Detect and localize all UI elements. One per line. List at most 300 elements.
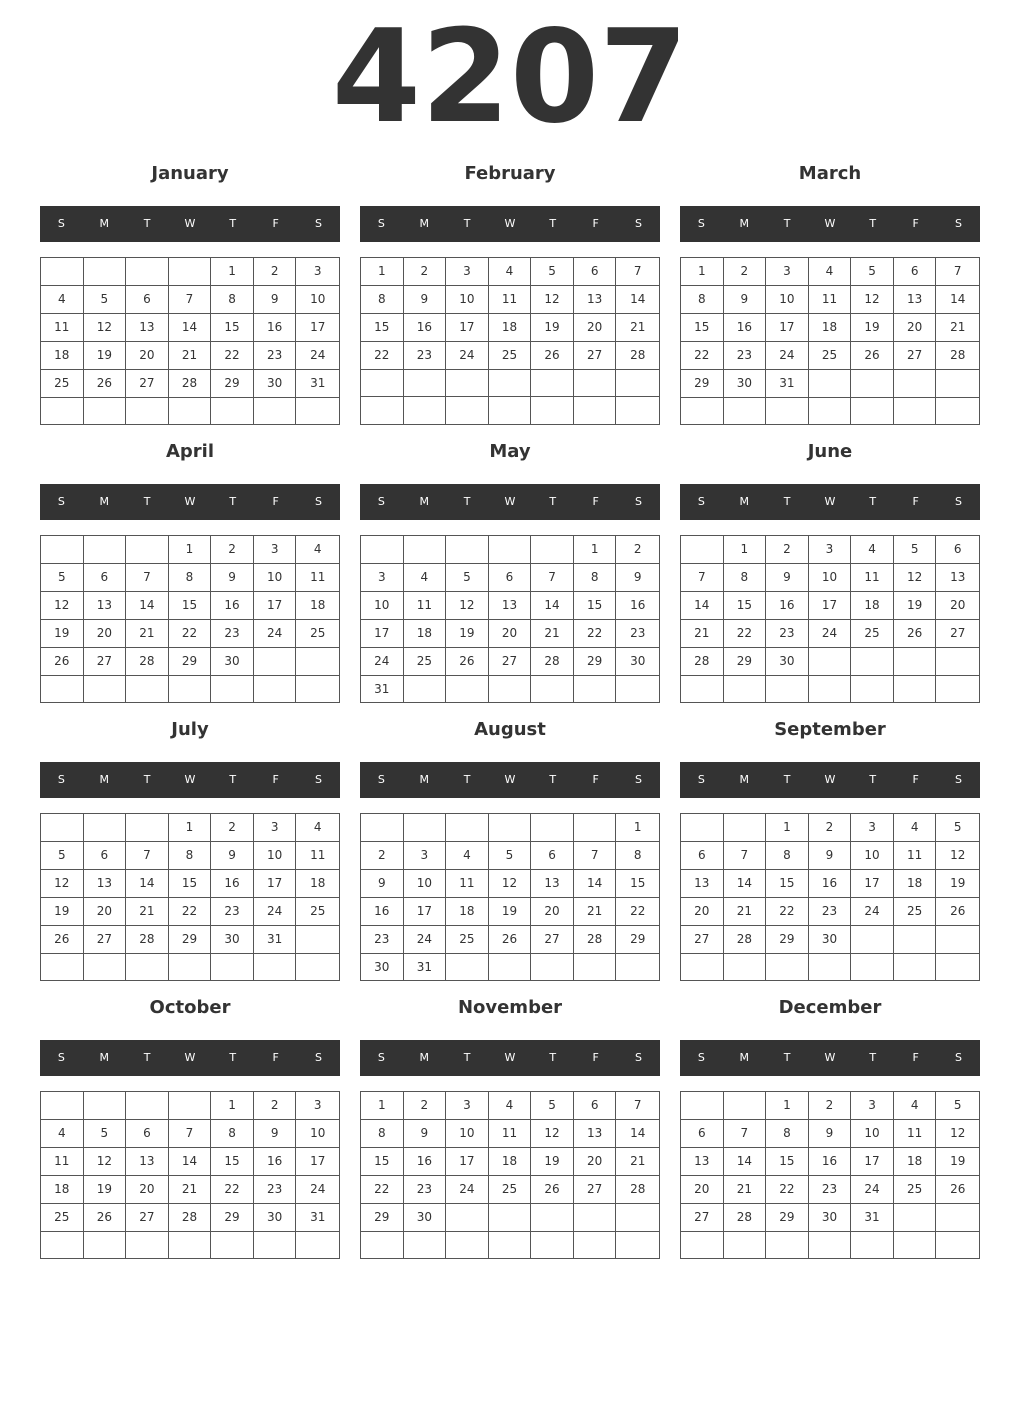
month-name: September [774,719,886,740]
day-cell: 27 [574,342,617,370]
day-cell: 21 [724,898,767,926]
empty-day-cell [361,814,404,842]
empty-day-cell [404,1232,447,1258]
weekday-label: F [912,773,919,786]
day-cell: 2 [404,1092,447,1120]
weekday-label: S [697,217,705,230]
day-cell: 17 [254,592,297,620]
empty-day-cell [126,676,169,702]
day-cell: 18 [894,1148,937,1176]
day-cell: 6 [126,1120,169,1148]
weekday-label: W [184,773,196,786]
weekday-label: F [912,217,919,230]
empty-day-cell [489,676,532,703]
month-name: January [151,163,229,184]
empty-day-cell [574,814,617,842]
day-cell: 1 [169,814,212,842]
day-cell: 14 [724,1148,767,1176]
day-grid [40,257,340,425]
day-cell: 14 [936,286,979,314]
day-cell: 16 [361,898,404,926]
day-cell: 1 [211,258,254,286]
weekday-header [40,1040,340,1076]
day-cell: 13 [126,1148,169,1176]
day-cell: 21 [126,898,169,926]
day-cell: 17 [296,314,339,342]
weekday-header [680,762,980,798]
day-cell: 22 [766,898,809,926]
day-cell: 18 [489,1148,532,1176]
day-cell: 16 [404,314,447,342]
empty-day-cell [446,814,489,842]
day-cell: 9 [254,1120,297,1148]
day-cell: 31 [296,370,339,398]
weekday-label: T [229,773,237,786]
day-cell: 2 [724,258,767,286]
day-cell: 10 [404,870,447,898]
day-cell: 20 [84,898,127,926]
day-cell: 23 [809,1176,852,1204]
weekday-header [360,1040,660,1076]
day-cell: 11 [894,842,937,870]
day-cell: 6 [936,536,979,564]
weekday-header [680,1040,980,1076]
weekday-label: F [592,495,599,508]
day-cell: 10 [851,1120,894,1148]
day-cell: 24 [809,620,852,648]
day-cell: 15 [766,870,809,898]
day-cell: 29 [211,370,254,398]
day-grid [360,257,660,425]
empty-day-cell [894,398,937,424]
empty-day-cell [724,814,767,842]
empty-day-cell [41,676,84,702]
day-cell: 22 [211,342,254,370]
weekday-label: T [143,773,151,786]
empty-day-cell [489,954,532,981]
day-cell: 8 [361,1120,404,1148]
empty-day-cell [126,258,169,286]
day-cell: 12 [84,1148,127,1176]
empty-day-cell [681,536,724,564]
weekday-header [40,206,340,242]
day-cell: 20 [489,620,532,648]
empty-day-cell [851,370,894,398]
empty-day-cell [446,397,489,424]
day-cell: 10 [254,842,297,870]
day-cell: 17 [361,620,404,648]
day-cell: 7 [531,564,574,592]
weekday-label: T [549,217,557,230]
weekday-label: T [869,495,877,508]
weekday-label: S [634,1051,642,1064]
weekday-label: S [634,773,642,786]
weekday-header [680,206,980,242]
day-cell: 6 [681,842,724,870]
day-cell: 4 [894,1092,937,1120]
weekday-label: T [783,1051,791,1064]
weekday-label: F [912,495,919,508]
empty-day-cell [531,370,574,397]
empty-day-cell [489,536,532,564]
day-cell: 20 [84,620,127,648]
day-cell: 20 [936,592,979,620]
day-cell: 20 [574,1148,617,1176]
empty-day-cell [809,954,852,980]
day-cell: 6 [574,1092,617,1120]
empty-day-cell [126,814,169,842]
weekday-label: W [824,773,836,786]
day-cell: 26 [531,1176,574,1204]
weekday-label: W [504,1051,516,1064]
day-cell: 11 [851,564,894,592]
day-cell: 31 [254,926,297,954]
day-cell: 30 [404,1204,447,1232]
empty-day-cell [211,676,254,702]
weekday-label: S [314,217,322,230]
weekday-label: W [504,773,516,786]
empty-day-cell [296,926,339,954]
weekday-label: S [377,217,385,230]
day-cell: 8 [724,564,767,592]
empty-day-cell [681,398,724,424]
day-cell: 1 [766,1092,809,1120]
weekday-label: T [869,1051,877,1064]
day-cell: 14 [724,870,767,898]
empty-day-cell [574,1204,617,1232]
day-cell: 17 [404,898,447,926]
empty-day-cell [41,398,84,424]
empty-day-cell [489,1232,532,1258]
day-cell: 14 [169,314,212,342]
day-cell: 11 [446,870,489,898]
day-cell: 5 [84,1120,127,1148]
day-cell: 7 [681,564,724,592]
day-cell: 2 [254,258,297,286]
day-cell: 22 [616,898,659,926]
day-cell: 2 [361,842,404,870]
day-cell: 25 [894,1176,937,1204]
empty-day-cell [574,954,617,981]
day-grid [360,535,660,703]
day-cell: 25 [446,926,489,954]
day-cell: 26 [936,898,979,926]
weekday-label: S [314,495,322,508]
empty-day-cell [446,370,489,397]
empty-day-cell [936,648,979,676]
empty-day-cell [766,676,809,702]
day-cell: 14 [616,1120,659,1148]
day-cell: 10 [446,1120,489,1148]
day-cell: 4 [296,536,339,564]
weekday-label: S [377,773,385,786]
day-cell: 15 [574,592,617,620]
day-cell: 11 [894,1120,937,1148]
day-cell: 26 [531,342,574,370]
day-cell: 30 [809,1204,852,1232]
day-cell: 16 [211,592,254,620]
day-cell: 16 [254,1148,297,1176]
day-cell: 21 [531,620,574,648]
weekday-header [680,484,980,520]
day-cell: 13 [574,1120,617,1148]
day-cell: 12 [41,870,84,898]
empty-day-cell [724,676,767,702]
empty-day-cell [41,258,84,286]
weekday-label: T [229,495,237,508]
weekday-label: T [783,217,791,230]
day-cell: 5 [84,286,127,314]
day-cell: 3 [809,536,852,564]
day-cell: 13 [531,870,574,898]
day-cell: 13 [894,286,937,314]
weekday-label: T [463,773,471,786]
day-cell: 14 [574,870,617,898]
day-cell: 27 [84,648,127,676]
weekday-label: S [314,773,322,786]
day-cell: 10 [296,1120,339,1148]
day-cell: 26 [894,620,937,648]
weekday-label: W [504,495,516,508]
day-cell: 15 [169,870,212,898]
weekday-label: W [824,217,836,230]
empty-day-cell [84,676,127,702]
day-cell: 1 [361,258,404,286]
weekday-header [40,484,340,520]
day-cell: 7 [574,842,617,870]
day-cell: 1 [681,258,724,286]
empty-day-cell [851,676,894,702]
empty-day-cell [574,1232,617,1258]
day-cell: 15 [169,592,212,620]
day-cell: 21 [616,314,659,342]
day-cell: 16 [404,1148,447,1176]
empty-day-cell [894,648,937,676]
day-cell: 26 [936,1176,979,1204]
day-cell: 14 [169,1148,212,1176]
empty-day-cell [84,1092,127,1120]
empty-day-cell [851,954,894,980]
empty-day-cell [254,954,297,980]
day-cell: 25 [809,342,852,370]
day-cell: 11 [41,314,84,342]
day-cell: 22 [681,342,724,370]
empty-day-cell [894,1204,937,1232]
day-cell: 7 [724,1120,767,1148]
day-cell: 10 [766,286,809,314]
empty-day-cell [404,370,447,397]
day-cell: 8 [766,1120,809,1148]
weekday-label: S [634,217,642,230]
empty-day-cell [404,676,447,703]
day-cell: 19 [41,898,84,926]
weekday-label: T [783,773,791,786]
day-cell: 9 [809,1120,852,1148]
weekday-label: T [869,773,877,786]
day-cell: 11 [489,1120,532,1148]
day-cell: 5 [531,258,574,286]
day-cell: 16 [616,592,659,620]
day-cell: 23 [254,342,297,370]
day-cell: 24 [446,1176,489,1204]
day-cell: 30 [724,370,767,398]
day-cell: 16 [809,1148,852,1176]
weekday-label: M [419,1051,430,1064]
empty-day-cell [169,258,212,286]
empty-day-cell [616,676,659,703]
day-cell: 15 [361,314,404,342]
day-cell: 23 [724,342,767,370]
day-cell: 4 [894,814,937,842]
day-cell: 26 [851,342,894,370]
empty-day-cell [211,398,254,424]
day-cell: 30 [254,1204,297,1232]
day-cell: 9 [211,564,254,592]
day-grid [40,1091,340,1259]
day-cell: 4 [41,286,84,314]
day-cell: 29 [724,648,767,676]
weekday-label: S [697,1051,705,1064]
weekday-header [360,484,660,520]
day-cell: 29 [169,926,212,954]
empty-day-cell [84,258,127,286]
day-cell: 21 [681,620,724,648]
day-cell: 11 [489,286,532,314]
month-name: April [165,441,215,462]
day-cell: 23 [404,342,447,370]
day-cell: 23 [211,898,254,926]
day-cell: 1 [361,1092,404,1120]
day-cell: 2 [809,1092,852,1120]
day-cell: 31 [404,954,447,981]
empty-day-cell [211,1232,254,1258]
empty-day-cell [851,926,894,954]
day-cell: 9 [361,870,404,898]
day-cell: 4 [404,564,447,592]
day-cell: 5 [851,258,894,286]
empty-day-cell [809,648,852,676]
empty-day-cell [531,814,574,842]
day-cell: 13 [681,1148,724,1176]
day-cell: 18 [404,620,447,648]
empty-day-cell [894,676,937,702]
day-cell: 24 [404,926,447,954]
weekday-header [360,762,660,798]
day-cell: 17 [809,592,852,620]
weekday-label: M [419,495,430,508]
day-cell: 10 [254,564,297,592]
day-cell: 6 [894,258,937,286]
empty-day-cell [936,926,979,954]
day-cell: 11 [41,1148,84,1176]
weekday-label: W [504,217,516,230]
empty-day-cell [531,676,574,703]
empty-day-cell [296,398,339,424]
day-cell: 19 [84,342,127,370]
weekday-label: T [783,495,791,508]
day-cell: 23 [404,1176,447,1204]
day-cell: 29 [211,1204,254,1232]
day-cell: 25 [41,1204,84,1232]
weekday-label: T [229,1051,237,1064]
day-cell: 2 [809,814,852,842]
day-cell: 3 [254,814,297,842]
day-cell: 4 [489,258,532,286]
day-cell: 7 [724,842,767,870]
day-cell: 21 [936,314,979,342]
month-name: June [807,441,853,462]
day-cell: 19 [531,1148,574,1176]
day-grid [680,813,980,981]
day-cell: 28 [531,648,574,676]
day-cell: 25 [894,898,937,926]
day-cell: 9 [724,286,767,314]
day-cell: 2 [404,258,447,286]
weekday-label: T [549,495,557,508]
month-name: May [489,441,531,462]
empty-day-cell [894,370,937,398]
day-cell: 24 [851,898,894,926]
empty-day-cell [766,398,809,424]
weekday-label: T [143,495,151,508]
day-cell: 30 [254,370,297,398]
empty-day-cell [766,1232,809,1258]
day-cell: 25 [489,342,532,370]
weekday-label: T [549,1051,557,1064]
day-grid [680,257,980,425]
day-cell: 13 [489,592,532,620]
day-cell: 13 [84,870,127,898]
day-cell: 12 [894,564,937,592]
day-cell: 28 [574,926,617,954]
day-cell: 12 [41,592,84,620]
weekday-label: T [463,495,471,508]
day-cell: 5 [531,1092,574,1120]
day-cell: 4 [446,842,489,870]
day-cell: 19 [531,314,574,342]
weekday-label: W [184,1051,196,1064]
empty-day-cell [936,1232,979,1258]
day-cell: 30 [809,926,852,954]
day-cell: 13 [574,286,617,314]
empty-day-cell [616,1204,659,1232]
day-cell: 5 [936,1092,979,1120]
day-cell: 30 [211,926,254,954]
day-cell: 5 [41,564,84,592]
day-cell: 11 [404,592,447,620]
day-cell: 25 [404,648,447,676]
day-cell: 25 [296,620,339,648]
day-cell: 17 [851,870,894,898]
weekday-label: W [824,1051,836,1064]
empty-day-cell [681,814,724,842]
day-cell: 10 [296,286,339,314]
day-cell: 5 [894,536,937,564]
empty-day-cell [681,954,724,980]
day-cell: 3 [361,564,404,592]
day-cell: 3 [851,814,894,842]
weekday-label: M [99,773,110,786]
empty-day-cell [296,676,339,702]
day-cell: 13 [84,592,127,620]
weekday-label: F [272,773,279,786]
day-cell: 14 [531,592,574,620]
day-cell: 3 [254,536,297,564]
day-cell: 27 [531,926,574,954]
day-cell: 17 [851,1148,894,1176]
empty-day-cell [446,1232,489,1258]
day-cell: 20 [126,342,169,370]
